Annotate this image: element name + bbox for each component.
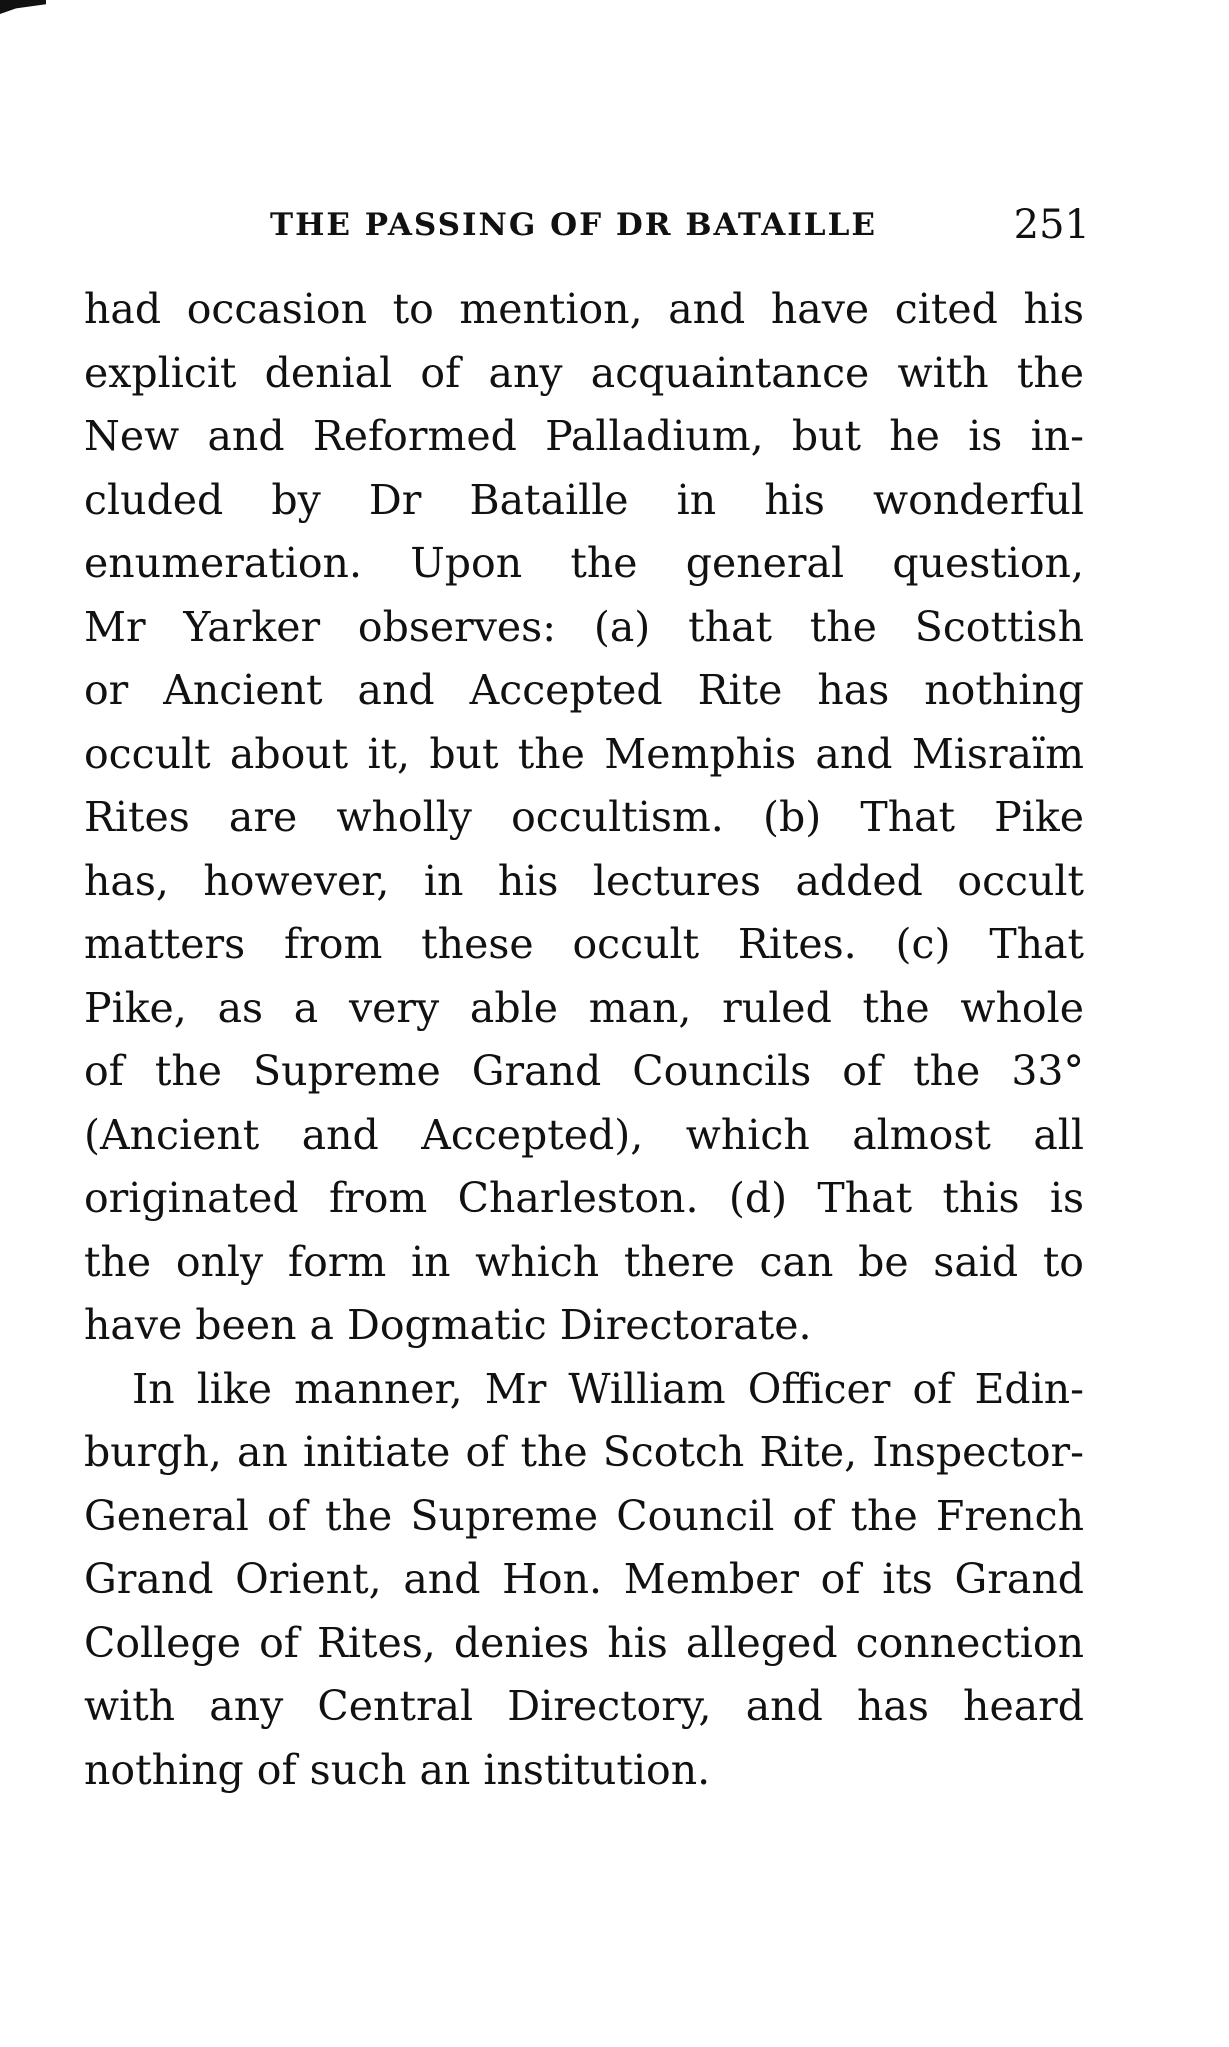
running-title: THE PASSING OF DR BATAILLE — [270, 207, 878, 243]
text-line: cluded by Dr Bataille in his wonderful — [84, 475, 1084, 524]
text-line: In like manner, Mr William Officer of Edin- — [132, 1364, 1084, 1413]
text-line: explicit denial of any acquaintance with the — [84, 348, 1084, 397]
text-line: Pike, as a very able man, ruled the whole — [84, 983, 1084, 1032]
text-line: of the Supreme Grand Councils of the 33° — [84, 1047, 1084, 1095]
page-header — [260, 200, 1090, 250]
page-number: 251 — [1013, 202, 1090, 248]
text-line: Mr Yarker observes: (a) that the Scottish — [84, 602, 1084, 651]
text-line: or Ancient and Accepted Rite has nothing — [84, 666, 1084, 714]
text-line: College of Rites, denies his alleged connection — [84, 1618, 1084, 1667]
text-line: matters from these occult Rites. (c) That — [84, 920, 1084, 968]
text-line: occult about it, but the Memphis and Misraïm — [84, 729, 1084, 778]
text-line: burgh, an initiate of the Scotch Rite, Inspector- — [84, 1428, 1084, 1476]
body-text — [84, 278, 1084, 1802]
text-line: New and Reformed Palladium, but he is in- — [84, 412, 1084, 460]
text-line: with any Central Directory, and has heard — [84, 1682, 1084, 1730]
text-line: Grand Orient, and Hon. Member of its Grand — [84, 1555, 1084, 1603]
paragraph-1 — [84, 278, 1084, 1358]
text-line: has, however, in his lectures added occult — [84, 856, 1084, 905]
text-line: have been a Dogmatic Directorate. — [84, 1301, 812, 1349]
text-line: (Ancient and Accepted), which almost all — [84, 1110, 1084, 1159]
text-line: nothing of such an institution. — [84, 1745, 711, 1794]
text-line: Rites are wholly occultism. (b) That Pike — [84, 793, 1084, 841]
text-line: originated from Charleston. (d) That this is — [84, 1174, 1084, 1222]
scan-mark — [0, 0, 46, 14]
text-line: enumeration. Upon the general question, — [84, 539, 1084, 587]
text-line: General of the Supreme Council of the French — [84, 1491, 1084, 1540]
text-line: the only form in which there can be said to — [84, 1237, 1084, 1286]
text-line: had occasion to mention, and have cited his — [84, 285, 1084, 333]
paragraph-2 — [84, 1358, 1084, 1803]
